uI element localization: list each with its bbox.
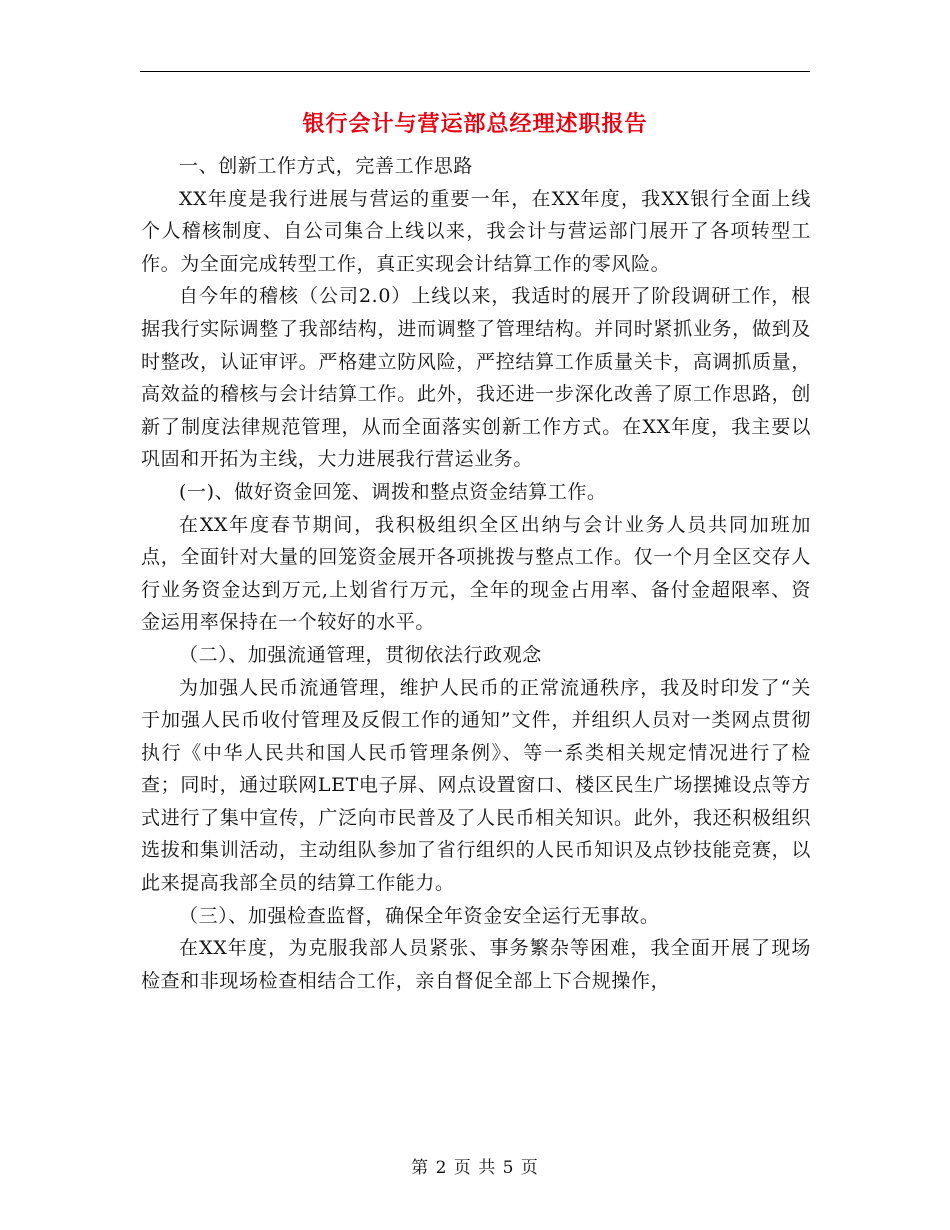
paragraph-5: 在XX年度，为克服我部人员紧张、事务繁杂等困难，我全面开展了现场检查和非现场检查相结合工作，亲自督促全部上下合规操作， — [141, 937, 811, 992]
header-rule — [140, 71, 810, 72]
paragraph-2: 自今年的稽核（公司2.0）上线以来，我适时的展开了阶段调研工作，根据我行实际调整了我部结构，进而调整了管理结构。并同时紧抓业务，做到及时整改，认证审评。严格建立防风险，严控结算工作质量关卡，高调抓质量，高效益的稽核与会计结算工作。此外，我还进一步深化改善了原工作思路，创新了制度法律规范管理，从而全面落实创新工作方式。在XX年度，我主要以巩固和开拓为主线，大力进展我行营运业务。 — [141, 285, 811, 471]
page-footer: 第 2 页 共 5 页 — [411, 1158, 539, 1178]
paragraph-1: XX年度是我行进展与营运的重要一年，在XX年度，我XX银行全面上线个人稽核制度、自公司集合上线以来，我会计与营运部门展开了各项转型工作。为全面完成转型工作，真正实现会计结算工作的零风险。 — [141, 187, 811, 275]
paragraph-3: 在XX年度春节期间，我积极组织全区出纳与会计业务人员共同加班加点，全面针对大量的回笼资金展开各项挑拨与整点工作。仅一个月全区交存人行业务资金达到万元,上划省行万元，全年的现金占用率、备付金超限率、资金运用率保持在一个较好的水平。 — [141, 513, 811, 634]
subsection-heading-1: (一)、做好资金回笼、调拨和整点资金结算工作。 — [179, 480, 607, 503]
document-title: 银行会计与营运部总经理述职报告 — [302, 112, 648, 137]
subsection-heading-2: （二）、加强流通管理，贯彻依法行政观念 — [179, 643, 542, 666]
document-body — [141, 150, 811, 997]
paragraph-4: 为加强人民币流通管理，维护人民币的正常流通秩序，我及时印发了“关于加强人民币收付管理及反假工作的通知”文件，并组织人员对一类网点贯彻执行《中华人民共和国人民币管理条例》、等一系类相关规定情况进行了检查；同时，通过联网LET电子屏、网点设置窗口、楼区民生广场摆摊设点等方式进行了集中宣传，广泛向市民普及了人民币相关知识。此外，我还积极组织选拔和集训活动，主动组队参加了省行组织的人民币知识及点钞技能竞赛，以此来提高我部全员的结算工作能力。 — [141, 676, 811, 895]
subsection-heading-3: （三）、加强检查监督，确保全年资金安全运行无事故。 — [179, 904, 660, 927]
section-heading-1: 一、创新工作方式，完善工作思路 — [179, 155, 474, 177]
